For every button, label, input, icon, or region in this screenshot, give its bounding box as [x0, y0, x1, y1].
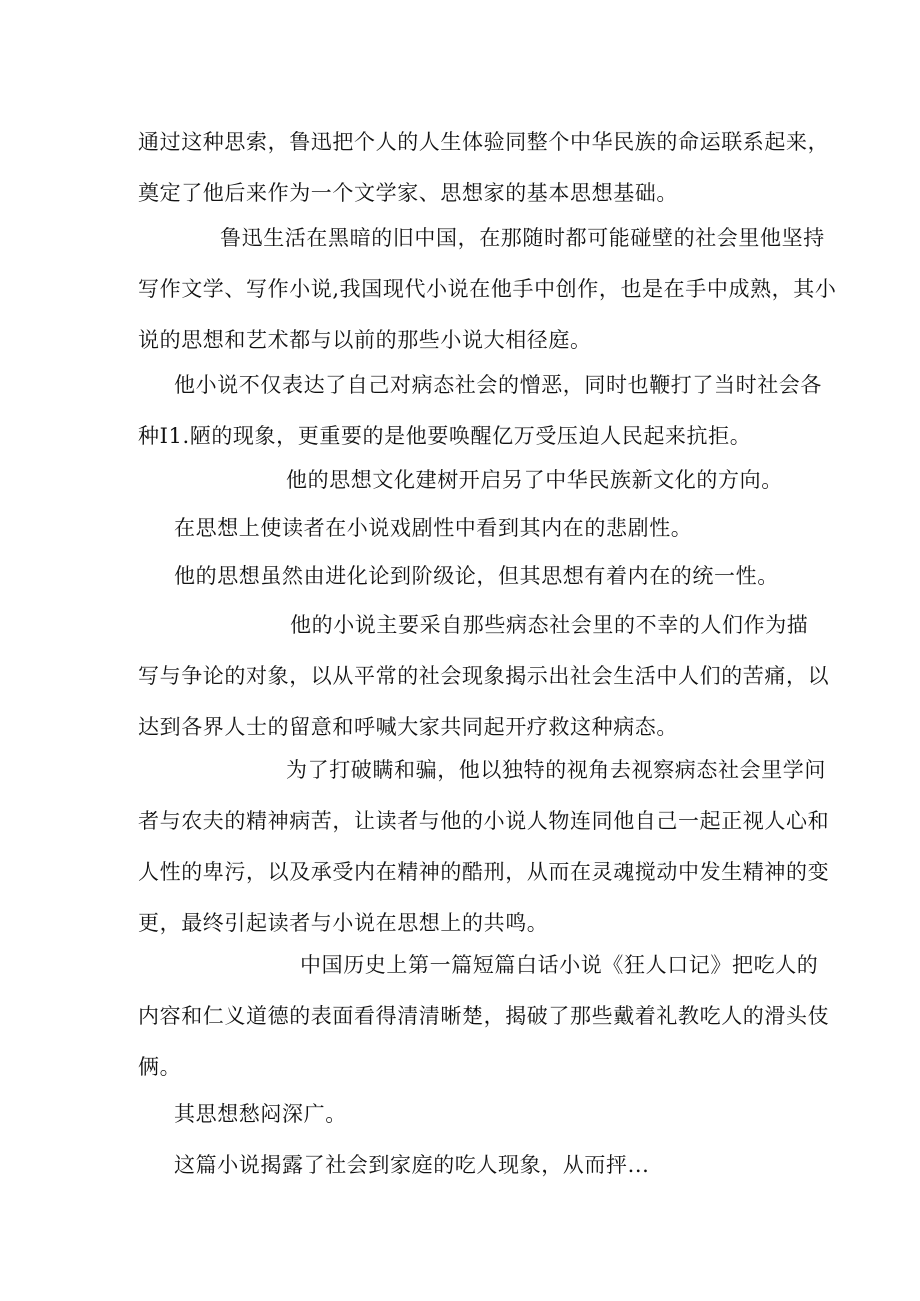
- paragraph-2: [138, 213, 837, 366]
- text-line: 更，最终引起读者与小说在思想上的共鸣。: [138, 911, 549, 935]
- text-line: 写与争论的对象，以从平常的社会现象揭示出社会生活中人们的苦痛，以: [138, 664, 830, 688]
- text-line: 鲁迅生活在黑暗的旧中国，在那随时都可能碰壁的社会里他坚持: [220, 226, 825, 250]
- text-line: 他的思想文化建树开启另了中华民族新文化的方向。: [286, 468, 783, 492]
- text-line: 人性的卑污，以及承受内在精神的酷刑，从而在灵魂搅动中发生精神的变: [138, 860, 830, 884]
- paragraph-7: [138, 600, 830, 753]
- paragraph-9: [138, 940, 830, 1093]
- text-line: 他的小说主要采自那些病态社会里的不幸的人们作为描: [290, 613, 809, 637]
- paragraph-11: [138, 1140, 788, 1191]
- paragraph-6: [138, 551, 788, 602]
- text-line: 在思想上使读者在小说戏剧性中看到其内在的悲剧性。: [174, 516, 693, 540]
- text-line: 为了打破瞒和骗，他以独特的视角去视察病态社会里学问: [286, 758, 826, 782]
- text-line: 内容和仁义道德的表面看得清清晰楚，揭破了那些戴着礼教吃人的滑头伎: [138, 1004, 830, 1028]
- text-line: 种I1.陋的现象，更重要的是他要唤醒亿万受压迫人民起来抗拒。: [138, 424, 752, 448]
- paragraph-1: [138, 117, 830, 219]
- text-line: 奠定了他后来作为一个文学家、思想家的基本思想基础。: [138, 181, 678, 205]
- text-line: 者与农夫的精神病苦，让读者与他的小说人物连同他自己一起正视人心和: [138, 809, 830, 833]
- paragraph-8: [138, 745, 830, 949]
- paragraph-4: [138, 455, 788, 506]
- text-line: 这篇小说揭露了社会到家庭的吃人现象，从而抨...: [174, 1153, 650, 1177]
- paragraph-3: [138, 360, 822, 462]
- text-line: 他的思想虽然由进化论到阶级论，但其思想有着内在的统一性。: [174, 564, 779, 588]
- text-line: 通过这种思索，鲁迅把个人的人生体验同整个中华民族的命运联系起来，: [138, 130, 830, 154]
- paragraph-5: [138, 503, 788, 554]
- text-line: 说的思想和艺术都与以前的那些小说大相径庭。: [138, 328, 592, 352]
- text-line: 俩。: [138, 1055, 182, 1079]
- text-line: 中国历史上第一篇短篇白话小说《狂人口记》把吃人的: [300, 953, 819, 977]
- paragraph-10: [138, 1089, 788, 1140]
- text-line: 写作文学、写作小说,我国现代小说在他手中创作，也是在手中成熟，其小: [138, 277, 837, 301]
- text-line: 其思想愁闷深广。: [174, 1102, 347, 1126]
- text-line: 达到各界人士的留意和呼喊大家共同起开疗救这种病态。: [138, 715, 678, 739]
- text-line: 他小说不仅表达了自己对病态社会的憎恶，同时也鞭打了当时社会各: [174, 373, 822, 397]
